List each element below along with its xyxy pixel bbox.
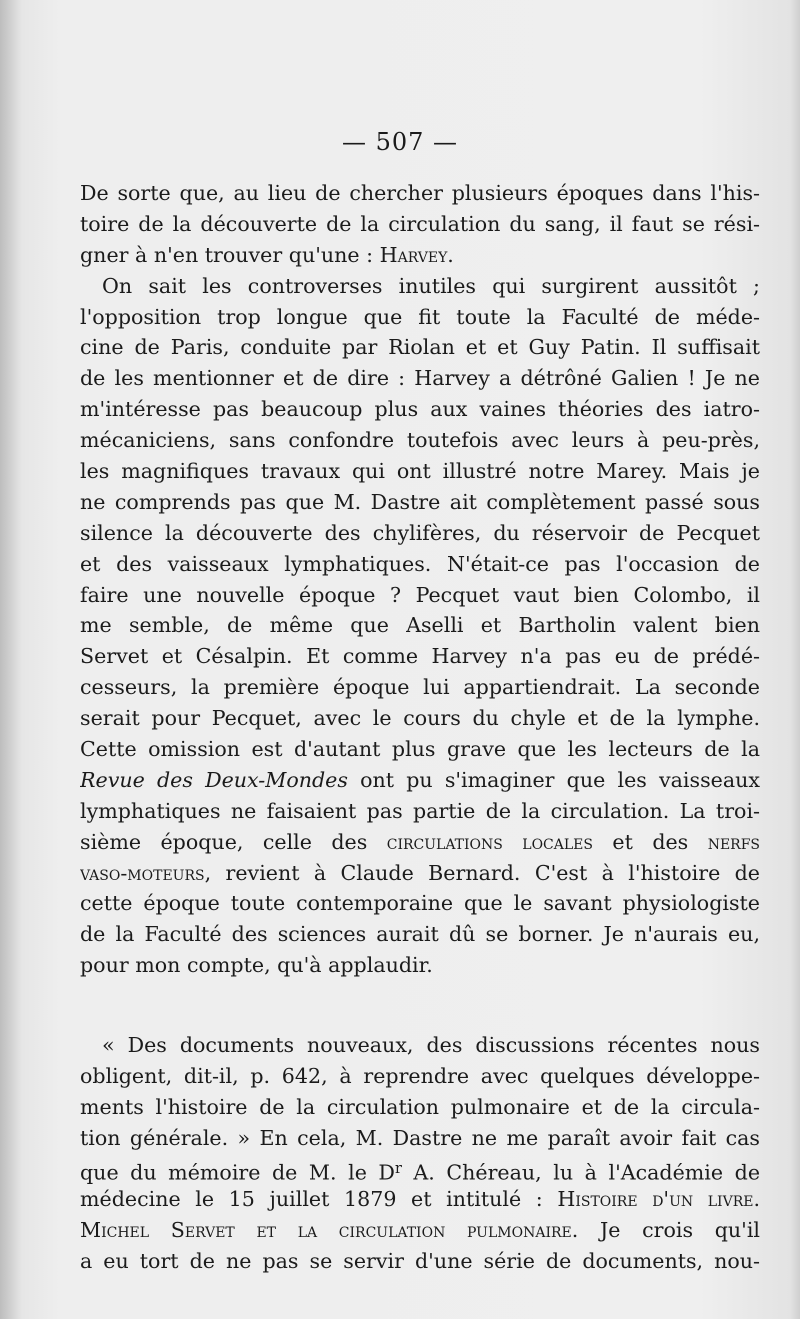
text-line: de les mentionner et de dire : Harvey a détrôné Galien ! Je ne: [80, 366, 760, 391]
text-line: me semble, de même que Aselli et Bartholin valent bien: [80, 613, 760, 638]
text-line: [80, 1184, 760, 1215]
text-line: « Des documents nouveaux, des discussions récentes nous: [102, 1033, 760, 1057]
text-line: [80, 1154, 760, 1185]
text-fragment: sième époque, celle des: [80, 829, 387, 854]
text-fragment: , revient à Claude Bernard. C'est à l'histoire de: [204, 860, 760, 885]
text-line: [80, 858, 760, 889]
text-line: serait pour Pecquet, avec le cours du chyle et de la lymphe.: [80, 706, 760, 731]
michel-servet-small-caps: Michel Servet et la circulation pulmonaire.: [80, 1218, 579, 1243]
text-line: ments l'histoire de la circulation pulmonaire et de la circula-: [80, 1094, 760, 1119]
text-line: [80, 827, 760, 858]
text-line: Servet et Césalpin. Et comme Harvey n'a pas eu de prédé-: [80, 644, 760, 669]
text-fragment: médecine le 15 juillet 1879 et intitulé :: [80, 1187, 558, 1212]
text-line: faire une nouvelle époque ? Pecquet vaut bien Colombo, il: [80, 582, 760, 607]
text-line: m'intéresse pas beaucoup plus aux vaines théories des iatro-: [80, 397, 760, 422]
harvey-small-caps: Harvey.: [379, 242, 454, 267]
text-line: tion générale. » En cela, M. Dastre ne me paraît avoir fait cas: [80, 1125, 760, 1150]
text-line: cette époque toute contemporaine que le savant physiologiste: [80, 891, 760, 916]
text-fragment: A. Chéreau, lu à l'Académie de: [401, 1160, 760, 1185]
text-line: Cette omission est d'autant plus grave que les lecteurs de la: [80, 737, 760, 762]
text-line: [80, 1215, 760, 1246]
text-fragment: Je crois qu'il: [578, 1218, 760, 1243]
vaso-moteurs-small-caps: vaso-moteurs: [80, 860, 205, 885]
text-fragment: et des: [593, 829, 708, 854]
text-line: de la Faculté des sciences aurait dû se borner. Je n'aurais eu,: [80, 922, 760, 947]
page-number: — 507 —: [341, 128, 459, 156]
text-line: a eu tort de ne pas se servir d'une série de documents, nou-: [80, 1249, 760, 1274]
text-line: obligent, dit-il, p. 642, à reprendre avec quelques développe-: [80, 1063, 760, 1088]
text-line: silence la découverte des chylifères, du réservoir de Pecquet: [80, 520, 760, 545]
text-line: ne comprends pas que M. Dastre ait complètement passé sous: [80, 489, 760, 514]
text-line: De sorte que, au lieu de chercher plusieurs époques dans l'his-: [80, 181, 760, 205]
revue-title-italic: Revue des Deux-Mondes: [80, 767, 348, 792]
paragraph-block-1: [80, 178, 760, 981]
text-line: cine de Paris, conduite par Riolan et et Guy Patin. Il suffisait: [80, 335, 760, 360]
circulations-locales-small-caps: circulations locales: [386, 829, 593, 854]
text-line: l'opposition trop longue que fit toute la Faculté de méde-: [80, 304, 760, 329]
nerfs-small-caps: nerfs: [707, 829, 760, 854]
text-line: [80, 240, 760, 271]
text-line: les magnifiques travaux qui ont illustré notre Marey. Mais je: [80, 459, 760, 484]
text-line: et des vaisseaux lymphatiques. N'était-ce pas l'occasion de: [80, 551, 760, 576]
text-line: [80, 765, 760, 796]
histoire-small-caps: Histoire d'un livre.: [557, 1187, 760, 1212]
text-line: cesseurs, la première époque lui appartiendrait. La seconde: [80, 675, 760, 700]
superscript-r: r: [394, 1160, 402, 1177]
text-fragment: que du mémoire de M. le D: [80, 1160, 395, 1185]
paragraph-block-2: [80, 1030, 760, 1277]
text-fragment: gner à n'en trouver qu'une :: [80, 242, 380, 267]
text-line: toire de la découverte de la circulation du sang, il faut se rési-: [80, 211, 760, 236]
text-line: mécaniciens, sans confondre toutefois avec leurs à peu-près,: [80, 428, 760, 453]
text-fragment: ont pu s'imaginer que les vaisseaux: [347, 767, 760, 792]
text-line: pour mon compte, qu'à applaudir.: [80, 953, 433, 978]
text-line: lymphatiques ne faisaient pas partie de la circulation. La troi-: [80, 798, 760, 823]
text-line: On sait les controverses inutiles qui surgirent aussitôt ;: [102, 273, 760, 298]
